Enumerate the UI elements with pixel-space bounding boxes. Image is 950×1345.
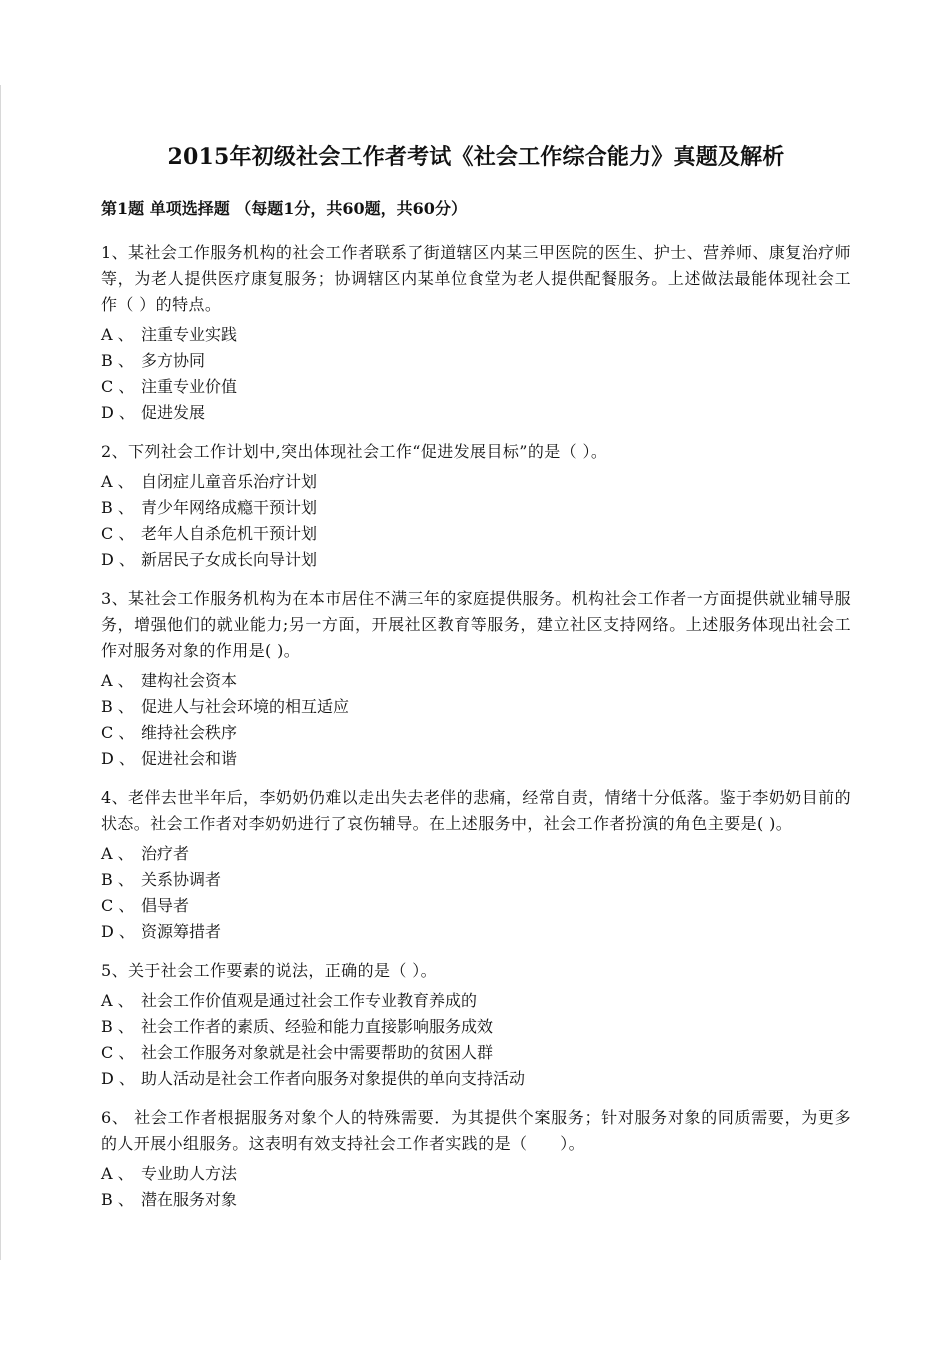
option-text: 社会工作价值观是通过社会工作专业教育养成的 xyxy=(141,991,478,1010)
page-edge-rule xyxy=(0,85,1,1260)
option-b xyxy=(101,1014,851,1040)
option-letter: C 、 xyxy=(101,377,135,396)
option-d xyxy=(101,919,851,945)
option-text: 倡导者 xyxy=(141,896,190,915)
option-letter: C 、 xyxy=(101,524,135,543)
option-text: 社会工作者的素质、经验和能力直接影响服务成效 xyxy=(141,1017,494,1036)
option-letter: B 、 xyxy=(101,498,134,517)
question-4 xyxy=(101,785,851,945)
option-text: 维持社会秩序 xyxy=(141,723,238,742)
option-letter: A 、 xyxy=(101,325,134,344)
question-stem: 5、关于社会工作要素的说法，正确的是（ ）。 xyxy=(101,961,438,980)
question-stem: 3、某社会工作服务机构为在本市居住不满三年的家庭提供服务。机构社会工作者一方面提供就业辅导服务，增强他们的就业能力;另一方面，开展社区教育等服务，建立社区支持网络。上述服务体现出社会工作对服务对象的作用是( )。 xyxy=(101,589,851,660)
document-page xyxy=(101,140,851,1226)
option-letter: B 、 xyxy=(101,351,134,370)
option-text: 助人活动是社会工作者向服务对象提供的单向支持活动 xyxy=(141,1069,526,1088)
question-stem: 6、 社会工作者根据服务对象个人的特殊需要．为其提供个案服务；针对服务对象的同质需要，为更多的人开展小组服务。这表明有效支持社会工作者实践的是（ ）。 xyxy=(101,1108,851,1153)
option-list xyxy=(101,469,851,573)
option-letter: A 、 xyxy=(101,844,134,863)
option-a xyxy=(101,1161,851,1187)
option-c xyxy=(101,720,851,746)
option-list xyxy=(101,1161,851,1213)
option-c xyxy=(101,1040,851,1066)
question-stem: 1、某社会工作服务机构的社会工作者联系了街道辖区内某三甲医院的医生、护士、营养师、康复治疗师等，为老人提供医疗康复服务；协调辖区内某单位食堂为老人提供配餐服务。上述做法最能体现社会工作（ ）的特点。 xyxy=(101,243,851,314)
option-a xyxy=(101,988,851,1014)
option-letter: B 、 xyxy=(101,1017,134,1036)
option-text: 促进发展 xyxy=(141,403,206,422)
option-text: 多方协同 xyxy=(141,351,206,370)
question-1 xyxy=(101,240,851,426)
option-text: 专业助人方法 xyxy=(141,1164,238,1183)
question-stem: 2、下列社会工作计划中,突出体现社会工作“促进发展目标”的是（ ）。 xyxy=(101,442,608,461)
option-letter: B 、 xyxy=(101,870,134,889)
option-letter: A 、 xyxy=(101,1164,134,1183)
option-b xyxy=(101,694,851,720)
option-c xyxy=(101,521,851,547)
option-letter: B 、 xyxy=(101,1190,134,1209)
option-letter: C 、 xyxy=(101,723,135,742)
option-list xyxy=(101,322,851,426)
option-letter: A 、 xyxy=(101,472,134,491)
option-letter: D 、 xyxy=(101,749,135,768)
option-letter: A 、 xyxy=(101,991,134,1010)
option-b xyxy=(101,1187,851,1213)
option-text: 青少年网络成瘾干预计划 xyxy=(141,498,318,517)
document-title: 2015年初级社会工作者考试《社会工作综合能力》真题及解析 xyxy=(167,144,785,170)
option-text: 注重专业实践 xyxy=(141,325,238,344)
option-text: 注重专业价值 xyxy=(141,377,238,396)
option-text: 自闭症儿童音乐治疗计划 xyxy=(141,472,318,491)
option-letter: D 、 xyxy=(101,922,135,941)
option-letter: C 、 xyxy=(101,1043,135,1062)
question-6 xyxy=(101,1105,851,1213)
option-letter: B 、 xyxy=(101,697,134,716)
option-text: 促进社会和谐 xyxy=(141,749,238,768)
option-text: 治疗者 xyxy=(141,844,190,863)
option-b xyxy=(101,495,851,521)
option-a xyxy=(101,841,851,867)
option-d xyxy=(101,746,851,772)
option-text: 老年人自杀危机干预计划 xyxy=(141,524,318,543)
option-d xyxy=(101,1066,851,1092)
option-text: 潜在服务对象 xyxy=(141,1190,238,1209)
option-a xyxy=(101,668,851,694)
option-text: 促进人与社会环境的相互适应 xyxy=(141,697,350,716)
question-2 xyxy=(101,439,851,573)
option-c xyxy=(101,893,851,919)
option-text: 资源筹措者 xyxy=(141,922,222,941)
option-letter: D 、 xyxy=(101,550,135,569)
option-letter: C 、 xyxy=(101,896,135,915)
option-c xyxy=(101,374,851,400)
option-list xyxy=(101,988,851,1092)
question-3 xyxy=(101,586,851,772)
option-text: 建构社会资本 xyxy=(141,671,238,690)
option-text: 新居民子女成长向导计划 xyxy=(141,550,318,569)
option-letter: A 、 xyxy=(101,671,134,690)
option-b xyxy=(101,867,851,893)
option-d xyxy=(101,547,851,573)
question-5 xyxy=(101,958,851,1092)
option-b xyxy=(101,348,851,374)
option-d xyxy=(101,400,851,426)
option-list xyxy=(101,841,851,945)
question-stem: 4、老伴去世半年后，李奶奶仍难以走出失去老伴的悲痛，经常自责，情绪十分低落。鉴于李奶奶目前的状态。社会工作者对李奶奶进行了哀伤辅导。在上述服务中，社会工作者扮演的角色主要是( )。 xyxy=(101,788,851,833)
option-a xyxy=(101,322,851,348)
option-text: 关系协调者 xyxy=(141,870,222,889)
option-letter: D 、 xyxy=(101,403,135,422)
option-letter: D 、 xyxy=(101,1069,135,1088)
option-list xyxy=(101,668,851,772)
option-a xyxy=(101,469,851,495)
option-text: 社会工作服务对象就是社会中需要帮助的贫困人群 xyxy=(141,1043,494,1062)
section-heading: 第1题 单项选择题 （每题1分，共60题，共60分） xyxy=(101,199,467,218)
